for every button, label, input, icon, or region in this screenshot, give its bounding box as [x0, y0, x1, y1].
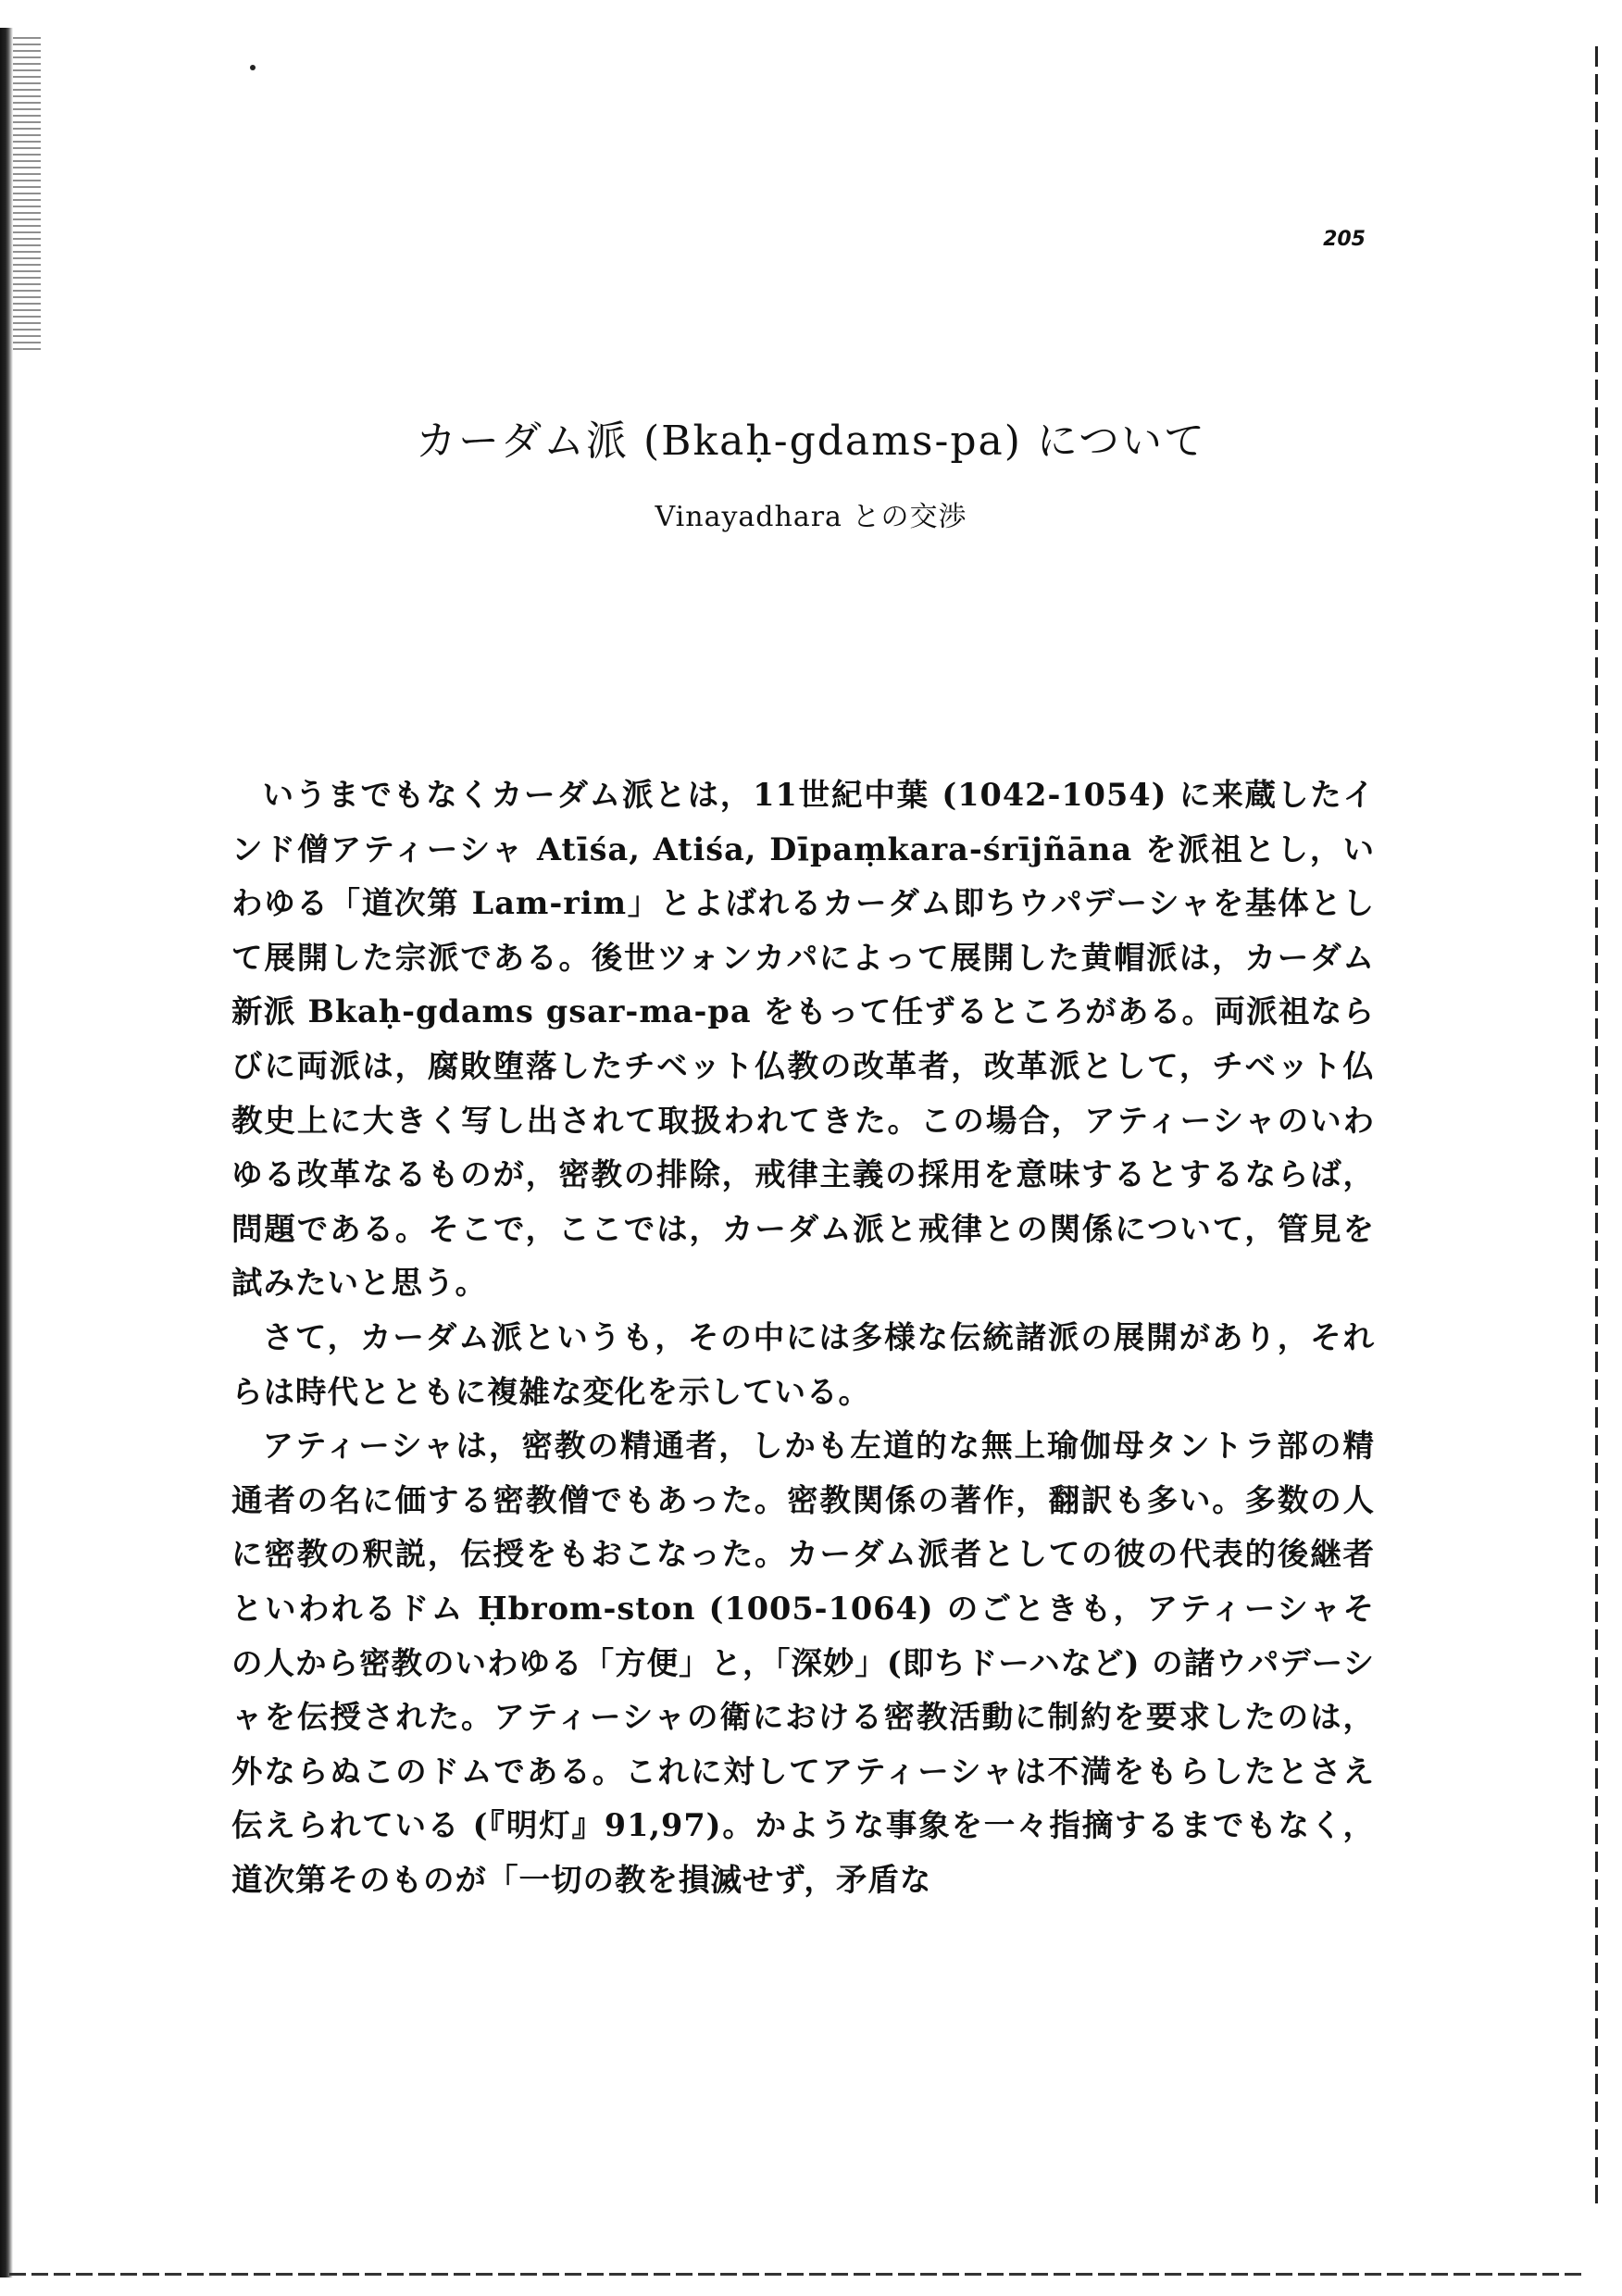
article-title: カーダム派 (Bkaḥ-gdams-pa) について: [416, 418, 1206, 465]
scan-border-left: [0, 28, 13, 2277]
scan-border-right: [1595, 46, 1598, 2203]
paragraph-2: さて，カーダム派というも，その中には多様な伝統諸派の展開があり，それらは時代とともに複雑な変化を示している。: [231, 1318, 1375, 1410]
scan-dot: [250, 65, 256, 70]
scan-speckle: [13, 37, 41, 352]
paragraph-3: アティーシャは，密教の精通者，しかも左道的な無上瑜伽母タントラ部の精通者の名に価する密教僧でもあった。密教関係の著作，翻訳も多い。多数の人に密教の釈説，伝授をもおこなった。カーダム派者としての彼の代表的後継者といわれるドム Ḥbrom-ston (1005-1064) のごときも，アティーシャその人から密教のいわゆる「方便」と，「深妙」(即ちドーハなど) の諸ウパデーシャを伝授された。アティーシャの衛における密教活動に制約を要求したのは，外ならぬこのドムである。これに対してアティーシャは不満をもらしたとさえ伝えられている (『明灯』91,97)。かような事象を一々指摘するまでもなく，道次第そのものが「一切の教を損滅せず，矛盾な: [231, 1428, 1375, 1898]
article-body: [231, 768, 1375, 1907]
article-subtitle: Vinayadhara との交渉: [655, 501, 967, 533]
paragraph-1: いうまでもなくカーダム派とは，11世紀中葉 (1042-1054) に来蔵したインド僧アティーシャ Atīśa, Atiśa, Dīpaṃkara-śrījñāna を派祖とし，いわゆる「道次第 Lam-rim」とよばれるカーダム即ちウパデーシャを基体として展開した宗派である。後世ツォンカパによって展開した黄帽派は，カーダム新派 Bkaḥ-gdams gsar-ma-pa をもって任ずるところがある。両派祖ならびに両派は，腐敗堕落したチベット仏教の改革者，改革派として，チベット仏教史上に大きく写し出されて取扱われてきた。この場合，アティーシャのいわゆる改革なるものが，密教の排除，戒律主義の採用を意味するとするならば，問題である。そこで，ここでは，カーダム派と戒律との関係について，管見を試みたいと思う。: [231, 777, 1375, 1302]
scan-border-bottom: [9, 2273, 1585, 2276]
page-number: 205: [1323, 228, 1366, 251]
